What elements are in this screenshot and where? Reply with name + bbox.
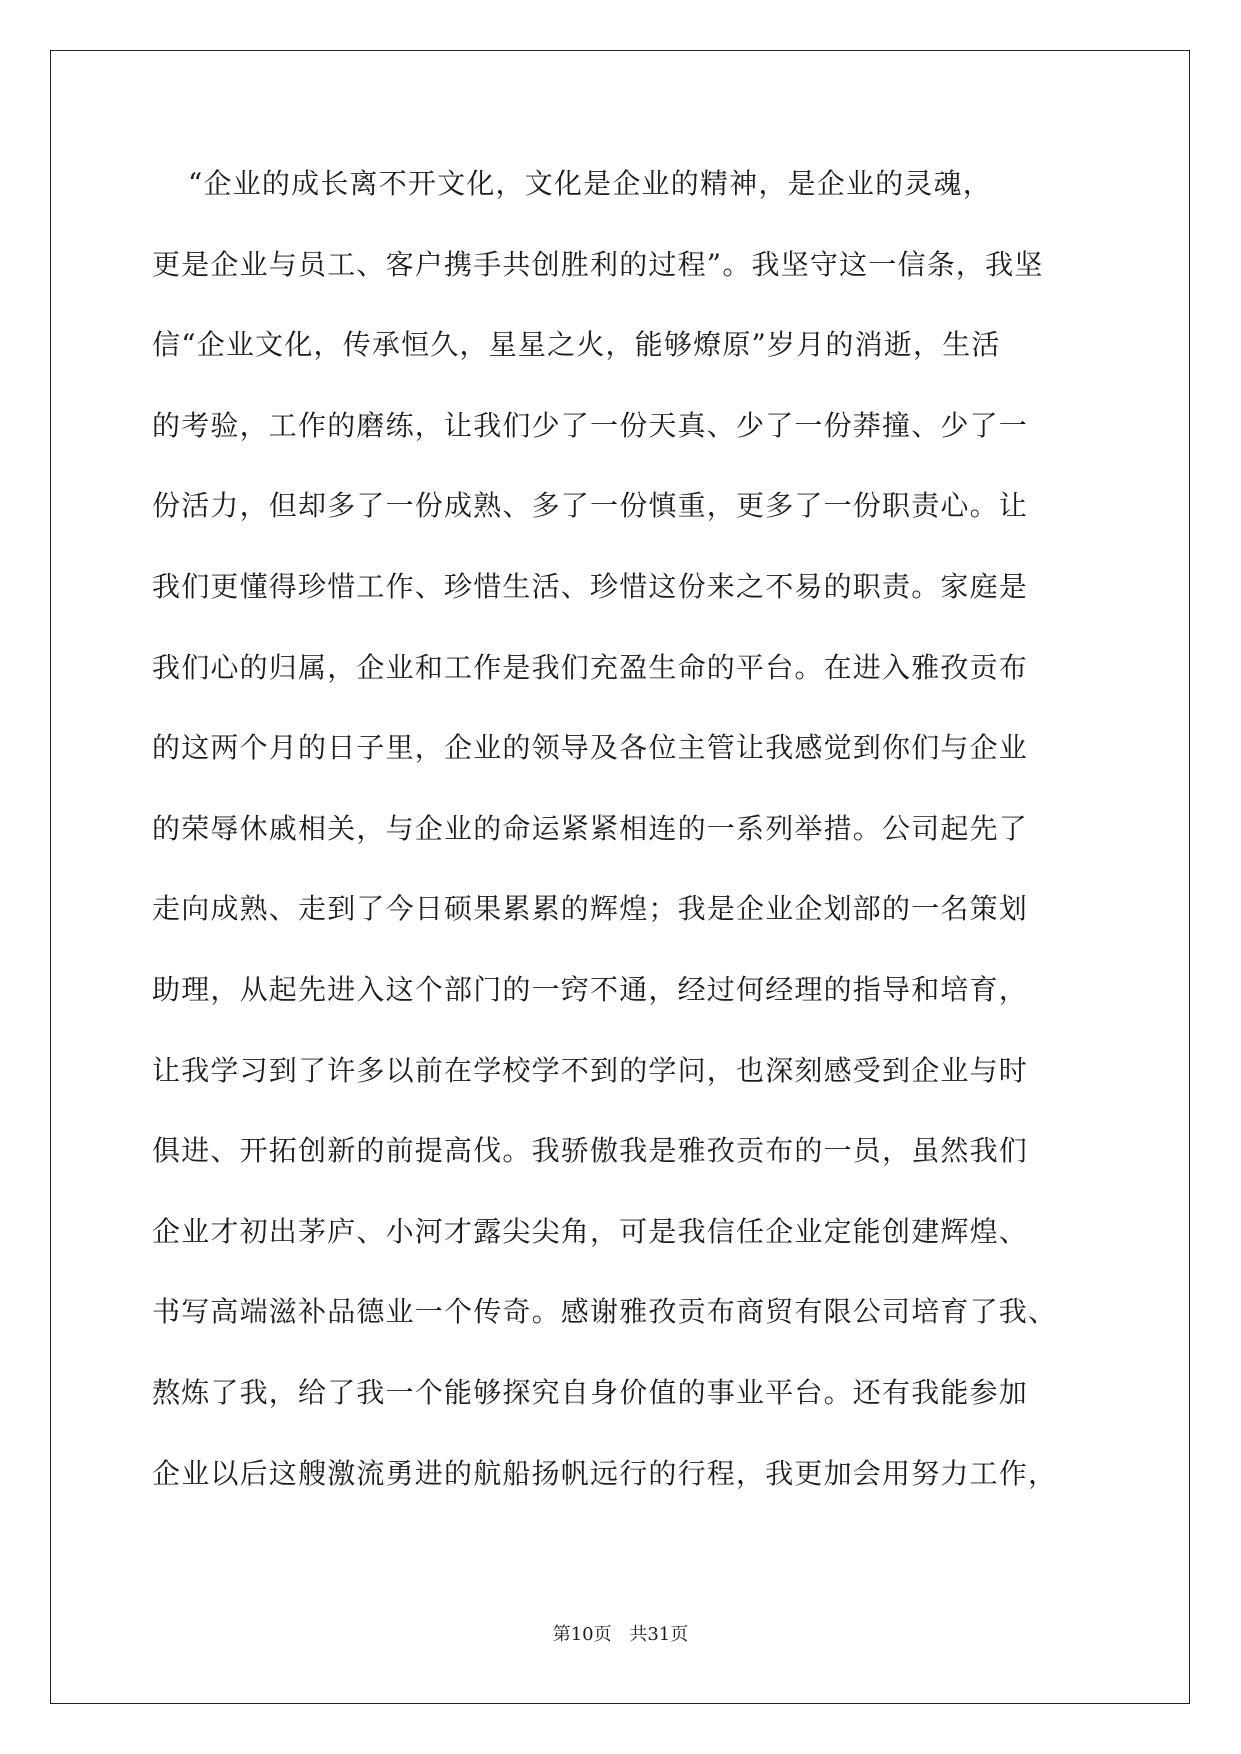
text-line: 让我学习到了许多以前在学校学不到的学问，也深刻感受到企业与时 bbox=[152, 1053, 1029, 1087]
text-line: 信“企业文化，传承恒久，星星之火，能够燎原”岁月的消逝，生活 bbox=[152, 328, 1001, 362]
text-line: 助理，从起先进入这个部门的一窍不通，经过何经理的指导和培育， bbox=[152, 972, 1029, 1006]
page-number: 第10页 bbox=[552, 1624, 612, 1645]
text-line: 更是企业与员工、客户携手共创胜利的过程”。我坚守这一信条，我坚 bbox=[152, 247, 1044, 281]
text-line: 熬炼了我，给了我一个能够探究自身价值的事业平台。还有我能参加 bbox=[152, 1375, 1029, 1409]
text-line: 企业以后这艘激流勇进的航船扬帆远行的行程，我更加会用努力工作， bbox=[152, 1456, 1058, 1490]
text-line: 我们更懂得珍惜工作、珍惜生活、珍惜这份来之不易的职责。家庭是 bbox=[152, 569, 1029, 603]
text-line: 我们心的归属，企业和工作是我们充盈生命的平台。在进入雅孜贡布 bbox=[152, 650, 1029, 684]
text-line: 俱进、开拓创新的前提高伐。我骄傲我是雅孜贡布的一员，虽然我们 bbox=[152, 1134, 1029, 1168]
text-line: 份活力，但却多了一份成熟、多了一份慎重，更多了一份职责心。让 bbox=[152, 489, 1029, 523]
text-line: 的这两个月的日子里，企业的领导及各位主管让我感觉到你们与企业 bbox=[152, 731, 1029, 765]
text-line: “企业的成长离不开文化，文化是企业的精神，是企业的灵魂， bbox=[188, 167, 992, 200]
text-line: 的荣辱休戚相关，与企业的命运紧紧相连的一系列举措。公司起先了 bbox=[152, 811, 1029, 845]
text-line: 企业才初出茅庐、小河才露尖尖角，可是我信任企业定能创建辉煌、 bbox=[152, 1214, 1029, 1248]
text-line: 走向成熟、走到了今日硕果累累的辉煌；我是企业企划部的一名策划 bbox=[152, 892, 1029, 926]
page-total: 共31页 bbox=[629, 1624, 689, 1645]
page-footer bbox=[0, 1620, 1241, 1646]
body-text bbox=[152, 164, 1092, 1534]
text-line: 的考验，工作的磨练，让我们少了一份天真、少了一份莽撞、少了一 bbox=[152, 408, 1029, 442]
text-line: 书写高端滋补品德业一个传奇。感谢雅孜贡布商贸有限公司培育了我、 bbox=[152, 1295, 1058, 1329]
